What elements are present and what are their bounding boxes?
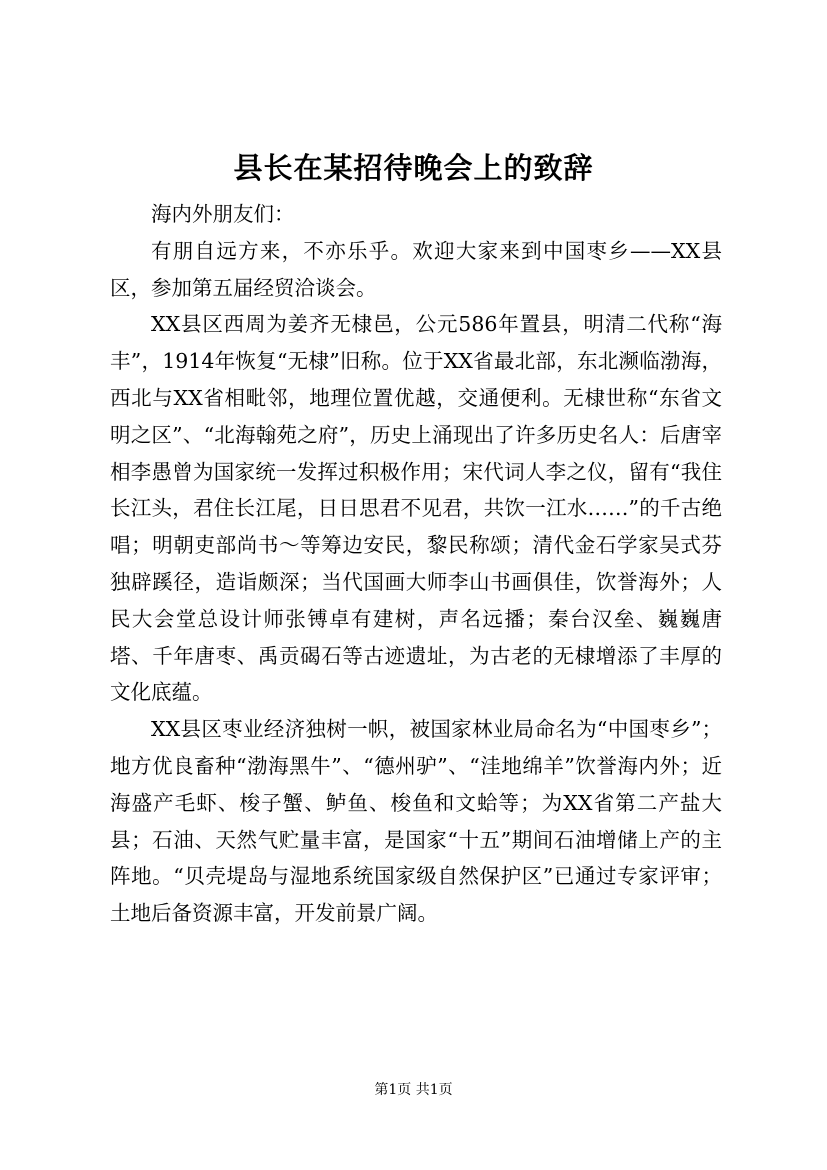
history-paragraph: XX县区西周为姜齐无棣邑，公元586年置县，明清二代称“海丰”，1914年恢复“无棣”旧称。位于XX省最北部，东北濒临渤海，西北与XX省相毗邻，地理位置优越，交通便利。无棣世称“东省文明之区”、“北海翰苑之府”，历史上涌现出了许多历史名人：后唐宰相李愚曾为国家统一发挥过积极作用；宋代词人李之仪，留有“我住长江头，君住长江尾，日日思君不见君，共饮一江水……”的千古绝唱；明朝吏部尚书～等筹边安民，黎民称颂；清代金石学家吴式芬独辟蹊径，造诣颇深；当代国画大师李山书画俱佳，饮誉海外；人民大会堂总设计师张镈卓有建树，声名远播；秦台汉垒、巍巍唐塔、千年唐枣、禹贡碣石等古迹遗址，为古老的无棣增添了丰厚的文化底蕴。: [110, 312, 722, 705]
page-number-footer: 第1页 共1页: [374, 1082, 453, 1098]
salutation-paragraph: 海内外朋友们：: [151, 202, 295, 226]
document-title: 县长在某招待晚会上的致辞: [233, 151, 594, 185]
economy-paragraph: XX县区枣业经济独树一帜，被国家林业局命名为“中国枣乡”；地方优良畜种“渤海黑牛”、“德州驴”、“洼地绵羊”饮誉海内外；近海盛产毛虾、梭子蟹、鲈鱼、梭鱼和文蛤等；为XX省第二产盐大县；石油、天然气贮量丰富，是国家“十五”期间石油增储上产的主阵地。“贝壳堤岛与湿地系统国家级自然保护区”已通过专家评审；土地后备资源丰富，开发前景广阔。: [110, 717, 722, 926]
welcome-paragraph: 有朋自远方来，不亦乐乎。欢迎大家来到中国枣乡——XX县区，参加第五届经贸洽谈会。: [110, 238, 722, 300]
document-body: [110, 196, 722, 932]
